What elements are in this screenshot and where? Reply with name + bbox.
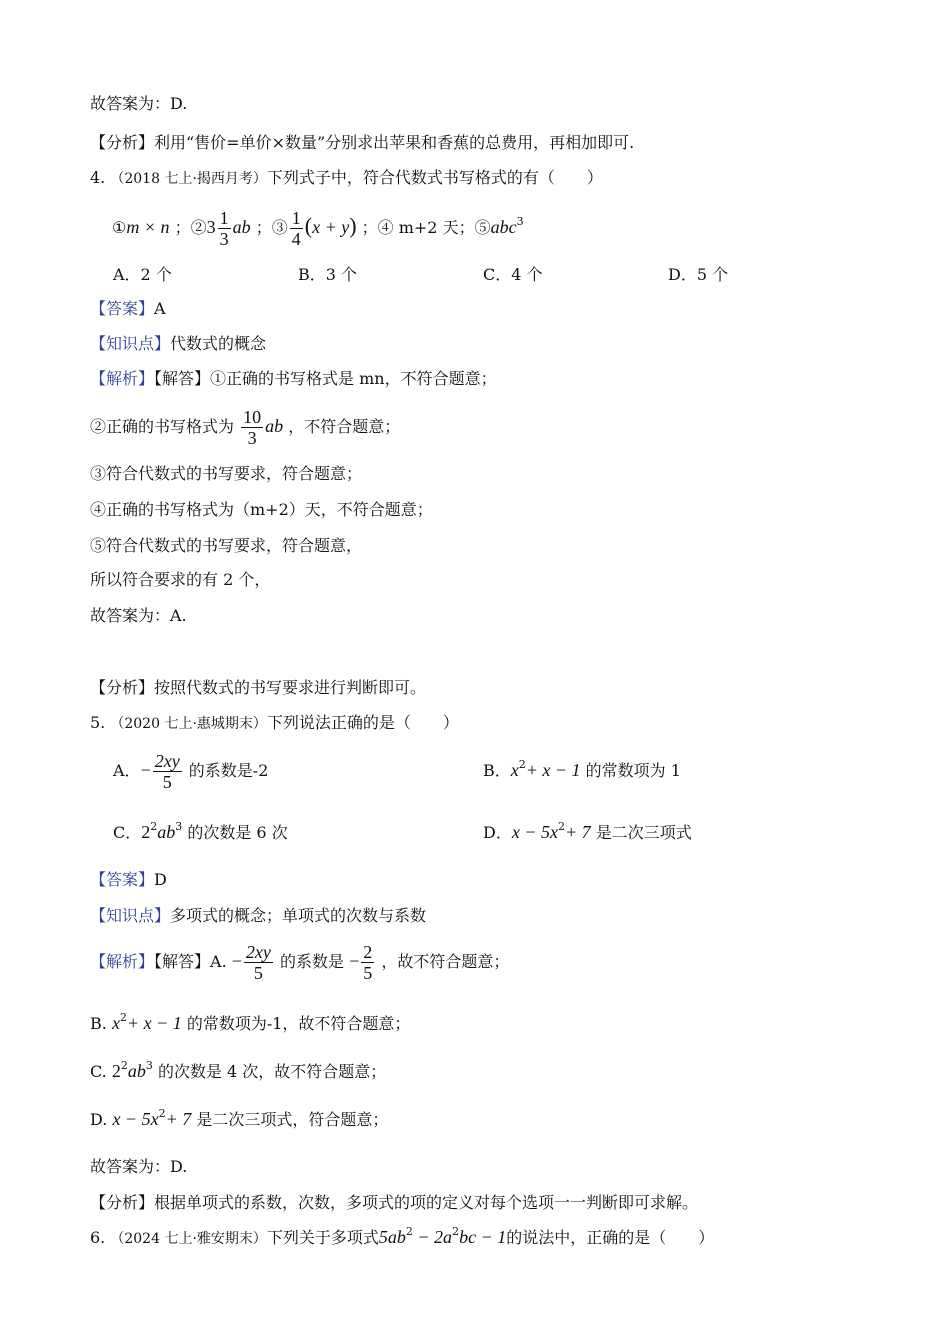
item5-expr: abc bbox=[490, 217, 517, 237]
item1-label: ① bbox=[112, 218, 127, 237]
q4-analysis: 【解析】【解答】①正确的书写格式是 mn，不符合题意； bbox=[90, 369, 497, 388]
prev-answer-line: 故答案为：D. bbox=[90, 94, 188, 113]
q5-option-a: A．− $\frac{2xy}{5}$ 的系数是-2 bbox=[113, 751, 269, 792]
q4-answer: 【答案】A bbox=[90, 299, 166, 318]
prev-analysis-line: 【分析】利用“售价=单价×数量”分别求出苹果和香蕉的总费用，再相加即可. bbox=[90, 133, 635, 152]
q5-option-c: C．$2^2ab^3$ 的次数是 6 次 bbox=[113, 820, 288, 842]
optA-fraction: $\frac{2xy}{5}$ bbox=[154, 751, 180, 792]
q4-option-c: C．4 个 bbox=[483, 265, 543, 284]
item2-whole: 3 bbox=[206, 217, 216, 237]
q4-solution-7: 故答案为：A. bbox=[90, 606, 187, 625]
q4-solution-3: ③符合代数式的书写要求，符合题意； bbox=[90, 464, 363, 483]
q4-solution-4: ④正确的书写格式为（m+2）天，不符合题意； bbox=[90, 500, 433, 519]
q4-option-b: B．3 个 bbox=[298, 265, 358, 284]
q6-number: 6. bbox=[90, 1228, 106, 1247]
q4-fenxi: 【分析】按照代数式的书写要求进行判断即可。 bbox=[90, 678, 427, 697]
q5-solution-b: B. $x^2+ x - 1$ 的常数项为-1，故不符合题意； bbox=[90, 1011, 411, 1033]
q5-option-b: B．$x^2+ x - 1$ 的常数项为 1 bbox=[483, 758, 681, 780]
q4-solution-6: 所以符合要求的有 2 个， bbox=[90, 570, 271, 589]
q6-stem: 6. （2024 七上·雅安期末）下列关于多项式$5ab^2 - 2a^2bc - 1$的说法中，正确的是（ ） bbox=[90, 1225, 715, 1247]
q5-stem bbox=[90, 712, 459, 735]
item2-label: ② bbox=[190, 218, 207, 237]
q5-option-d: D．$x - 5x^2+ 7$ 是二次三项式 bbox=[483, 820, 692, 842]
q5-source: （2020 七上·惠城期末） bbox=[110, 716, 267, 732]
q4-solution-5: ⑤符合代数式的书写要求，符合题意， bbox=[90, 536, 363, 555]
q4-items: ①m × n ；②3 $\frac{1}{3}$ ab ；③ $\frac{1}{4}$ (x + y) ；④ m+2 天；⑤abc$^3$ bbox=[112, 208, 524, 249]
q5-analysis: 【解析】【解答】A. − $\frac{2xy}{5}$ 的系数是 − $\frac{2}{5}$ ，故不符合题意； bbox=[90, 942, 510, 983]
item3-fraction: $\frac{1}{4}$ bbox=[291, 208, 301, 249]
q6-source: （2024 七上·雅安期末） bbox=[110, 1231, 267, 1247]
q4-option-d: D．5 个 bbox=[668, 265, 729, 284]
sep: ； bbox=[174, 218, 191, 237]
item5-label: ⑤ bbox=[474, 218, 491, 237]
q5-number: 5. bbox=[90, 713, 106, 732]
q4-stem bbox=[90, 167, 603, 190]
item2-fraction: $\frac{1}{3}$ bbox=[219, 208, 229, 249]
item3-label: ③ bbox=[271, 218, 288, 237]
q5-fenxi: 【分析】根据单项式的系数，次数，多项式的项的定义对每个选项一一判断即可求解。 bbox=[90, 1193, 699, 1212]
sol2-fraction: $\frac{10}{3}$ bbox=[243, 407, 262, 448]
q4-solution-2: ②正确的书写格式为 $\frac{10}{3}$ ab ，不符合题意； bbox=[90, 407, 401, 448]
q5-solution-end: 故答案为：D. bbox=[90, 1157, 188, 1176]
item4: ④ m+2 天； bbox=[377, 218, 475, 237]
solA-fraction-2: $\frac{2}{5}$ bbox=[363, 942, 373, 983]
q5-solution-c: C. $2^2ab^3$ 的次数是 4 次，故不符合题意； bbox=[90, 1059, 387, 1081]
q5-knowledge: 【知识点】多项式的概念；单项式的次数与系数 bbox=[90, 906, 427, 925]
q4-number: 4. bbox=[90, 168, 106, 187]
q5-solution-d: D. $x - 5x^2+ 7$ 是二次三项式，符合题意； bbox=[90, 1107, 389, 1129]
item2-tail: ab bbox=[232, 217, 251, 237]
item1-expr: m × n bbox=[126, 217, 170, 237]
q5-stem-text: 下列说法正确的是（ ） bbox=[266, 713, 459, 732]
q4-stem-text: 下列式子中，符合代数式书写格式的有（ ） bbox=[266, 168, 603, 187]
q5-answer: 【答案】D bbox=[90, 870, 167, 889]
sep: ； bbox=[361, 218, 378, 237]
sep: ； bbox=[255, 218, 272, 237]
solA-fraction: $\frac{2xy}{5}$ bbox=[245, 942, 271, 983]
q4-option-a: A．2 个 bbox=[113, 265, 172, 284]
item3-inner: x + y bbox=[312, 217, 350, 237]
q4-knowledge: 【知识点】代数式的概念 bbox=[90, 334, 267, 353]
q4-source: （2018 七上·揭西月考） bbox=[110, 171, 267, 187]
